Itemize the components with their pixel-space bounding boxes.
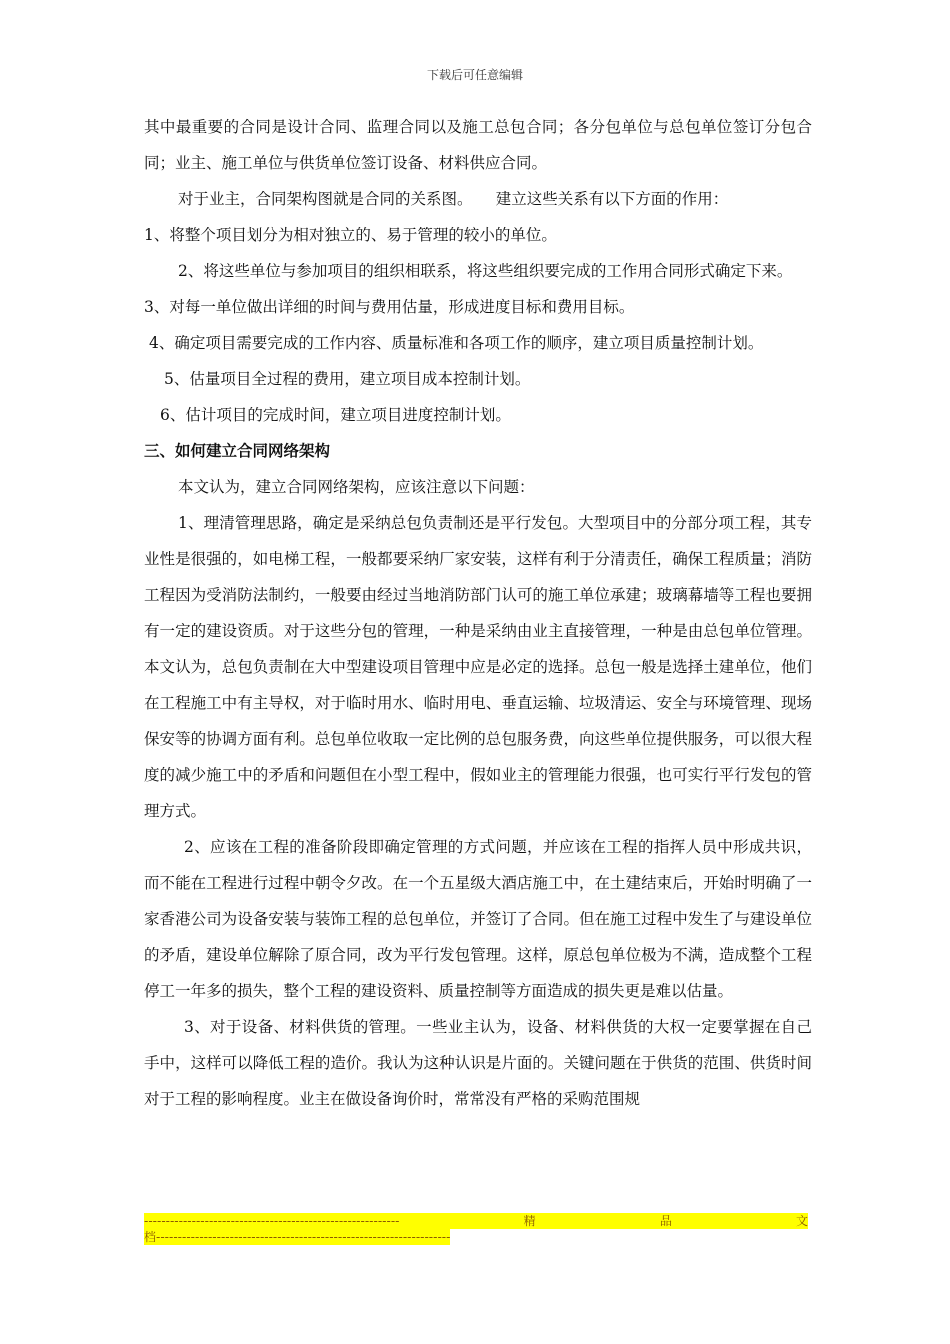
paragraph-contracts: 其中最重要的合同是设计合同、监理合同以及施工总包合同；各分包单位与总包单位签订分包合同；业主、施工单位与供货单位签订设备、材料供应合同。 xyxy=(144,118,812,172)
list-item-6: 6、估计项目的完成时间，建立项目进度控制计划。 xyxy=(160,406,511,424)
list-item-3: 3、对每一单位做出详细的时间与费用估量，形成进度目标和费用目标。 xyxy=(144,298,635,316)
list-item-1: 1、将整个项目划分为相对独立的、易于管理的较小的单位。 xyxy=(144,226,557,244)
section-intro: 本文认为，建立合同网络架构，应该注意以下问题： xyxy=(178,478,535,496)
footer-line-1 xyxy=(144,1213,808,1229)
footer-word-4: 档 xyxy=(144,1230,157,1244)
section-point-3: 3、对于设备、材料供货的管理。一些业主认为，设备、材料供货的大权一定要掌握在自己手中，这样可以降低工程的造价。我认为这种认识是片面的。关键问题在于供货的范围、供货时间对于工程的影响程度。业主在做设备询价时，常常没有严格的采购范围规 xyxy=(144,1018,812,1108)
section-point-2: 2、应该在工程的准备阶段即确定管理的方式问题，并应该在工程的指挥人员中形成共识，而不能在工程进行过程中朝令夕改。在一个五星级大酒店施工中，在土建结束后，开始时明确了一家香港公司为设备安装与装饰工程的总包单位，并签订了合同。但在施工过程中发生了与建设单位的矛盾，建设单位解除了原合同，改为平行发包管理。这样，原总包单位极为不满，造成整个工程停工一年多的损失，整个工程的建设资料、质量控制等方面造成的损失更是难以估量。 xyxy=(144,838,812,1000)
list-item-4: 4、确定项目需要完成的工作内容、质量标准和各项工作的顺序，建立项目质量控制计划。 xyxy=(149,334,764,352)
page-footer xyxy=(144,1213,808,1245)
footer-dashes-right: -------------------------------------------------------------------- xyxy=(156,1230,451,1244)
footer-word-4-group xyxy=(144,1229,450,1245)
footer-line-2 xyxy=(144,1229,808,1245)
page-header: 下载后可任意编辑 xyxy=(426,68,523,82)
footer-word-3: 文 xyxy=(795,1214,808,1228)
footer-word-1: 精 xyxy=(523,1214,536,1228)
footer-dashes-left: ----------------------------------------------------------- xyxy=(144,1214,400,1228)
footer-word-2: 品 xyxy=(659,1214,672,1228)
section-heading: 三、如何建立合同网络架构 xyxy=(144,442,331,460)
section-point-1: 1、理清管理思路，确定是采纳总包负责制还是平行发包。大型项目中的分部分项工程，其专业性是很强的，如电梯工程，一般都要采纳厂家安装，这样有利于分清责任，确保工程质量；消防工程因为受消防法制约，一般要由经过当地消防部门认可的施工单位承建；玻璃幕墙等工程也要拥有一定的建设资质。对于这些分包的管理，一种是采纳由业主直接管理，一种是由总包单位管理。本文认为，总包负责制在大中型建设项目管理中应是必定的选择。总包一般是选择土建单位，他们在工程施工中有主导权，对于临时用水、临时用电、垂直运输、垃圾清运、安全与环境管理、现场保安等的协调方面有利。总包单位收取一定比例的总包服务费，向这些单位提供服务，可以很大程度的减少施工中的矛盾和问题但在小型工程中，假如业主的管理能力很强，也可实行平行发包的管理方式。 xyxy=(144,514,812,820)
document-body xyxy=(144,109,812,1117)
list-item-2: 2、将这些单位与参加项目的组织相联系，将这些组织要完成的工作用合同形式确定下来。 xyxy=(178,262,793,280)
paragraph-owner-view: 对于业主，合同架构图就是合同的关系图。 建立这些关系有以下方面的作用： xyxy=(178,190,729,208)
list-item-5: 5、估量项目全过程的费用，建立项目成本控制计划。 xyxy=(164,370,531,388)
